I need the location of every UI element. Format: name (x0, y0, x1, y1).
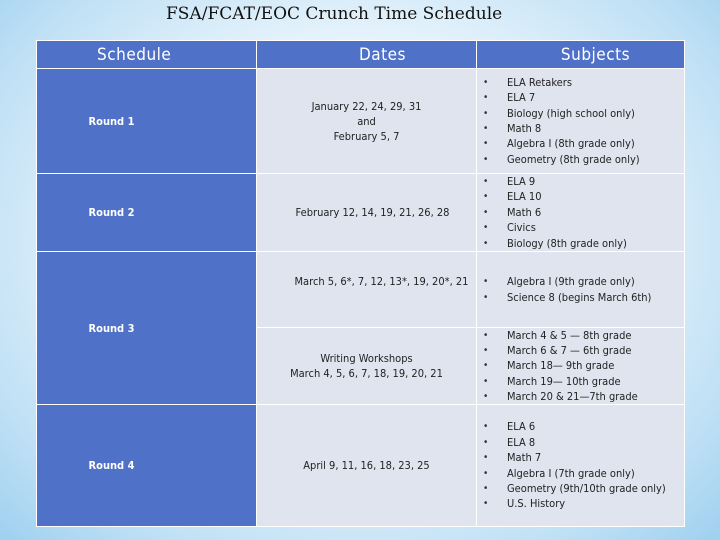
dates-line: March 4, 5, 6, 7, 18, 19, 20, 21 (290, 367, 443, 381)
dates-cell (257, 69, 477, 174)
subject-item: • Algebra I (7th grade only) (483, 466, 684, 481)
table-row (37, 252, 685, 328)
header-dates: Dates (257, 41, 477, 69)
dates-line: January 22, 24, 29, 31 (311, 99, 422, 113)
subject-item: • March 19— 10th grade (483, 374, 684, 389)
round-label: Round 1 (37, 69, 257, 174)
table-row (37, 174, 685, 252)
dates-line: February 12, 14, 19, 21, 26, 28 (295, 206, 450, 220)
subject-item: • Geometry (8th grade only) (483, 152, 684, 167)
header-schedule: Schedule (37, 41, 257, 69)
subjects-cell (477, 252, 685, 328)
subject-item: • March 20 & 21—7th grade (483, 389, 684, 404)
subject-item: • ELA 8 (483, 435, 684, 450)
dates-line: April 9, 11, 16, 18, 23, 25 (303, 459, 430, 473)
subject-item: • Civics (483, 220, 684, 235)
round-label: Round 2 (37, 174, 257, 252)
subject-item: • March 18— 9th grade (483, 358, 684, 373)
subjects-cell (477, 174, 685, 252)
subject-item: • ELA 7 (483, 90, 684, 105)
dates-line: March 5, 6*, 7, 12, 13*, 19, 20*, 21 (294, 275, 469, 289)
subject-item: • ELA 10 (483, 189, 684, 204)
dates-line: February 5, 7 (333, 129, 400, 143)
subject-item: • Math 8 (483, 121, 684, 136)
subject-item: • U.S. History (483, 496, 684, 511)
round-label: Round 3 (37, 252, 257, 405)
subject-item: • ELA Retakers (483, 75, 684, 90)
subject-item: • ELA 6 (483, 419, 684, 434)
subject-item: • Algebra I (8th grade only) (483, 136, 684, 151)
subjects-cell (477, 69, 685, 174)
page-title: FSA/FCAT/EOC Crunch Time Schedule (166, 4, 503, 24)
round-label: Round 4 (37, 405, 257, 527)
schedule-table (36, 40, 685, 527)
subjects-cell (477, 405, 685, 527)
subject-item: • March 6 & 7 — 6th grade (483, 343, 684, 358)
subject-item: • Algebra I (9th grade only) (483, 274, 684, 289)
subject-item: • Math 6 (483, 205, 684, 220)
table-row (37, 405, 685, 527)
subject-item: • Science 8 (begins March 6th) (483, 290, 684, 305)
subjects-cell (477, 328, 685, 405)
dates-cell (257, 328, 477, 405)
dates-line: and (357, 114, 376, 128)
subject-item: • Biology (8th grade only) (483, 236, 684, 251)
subject-item: • March 4 & 5 — 8th grade (483, 328, 684, 343)
subject-item: • Math 7 (483, 450, 684, 465)
dates-cell (257, 252, 477, 328)
subject-item: • Biology (high school only) (483, 106, 684, 121)
dates-cell (257, 174, 477, 252)
subject-item: • Geometry (9th/10th grade only) (483, 481, 684, 496)
dates-line: Writing Workshops (320, 352, 413, 366)
header-subjects: Subjects (477, 41, 685, 69)
subject-item: • ELA 9 (483, 174, 684, 189)
dates-cell (257, 405, 477, 527)
table-row (37, 69, 685, 174)
header-row (37, 41, 685, 69)
